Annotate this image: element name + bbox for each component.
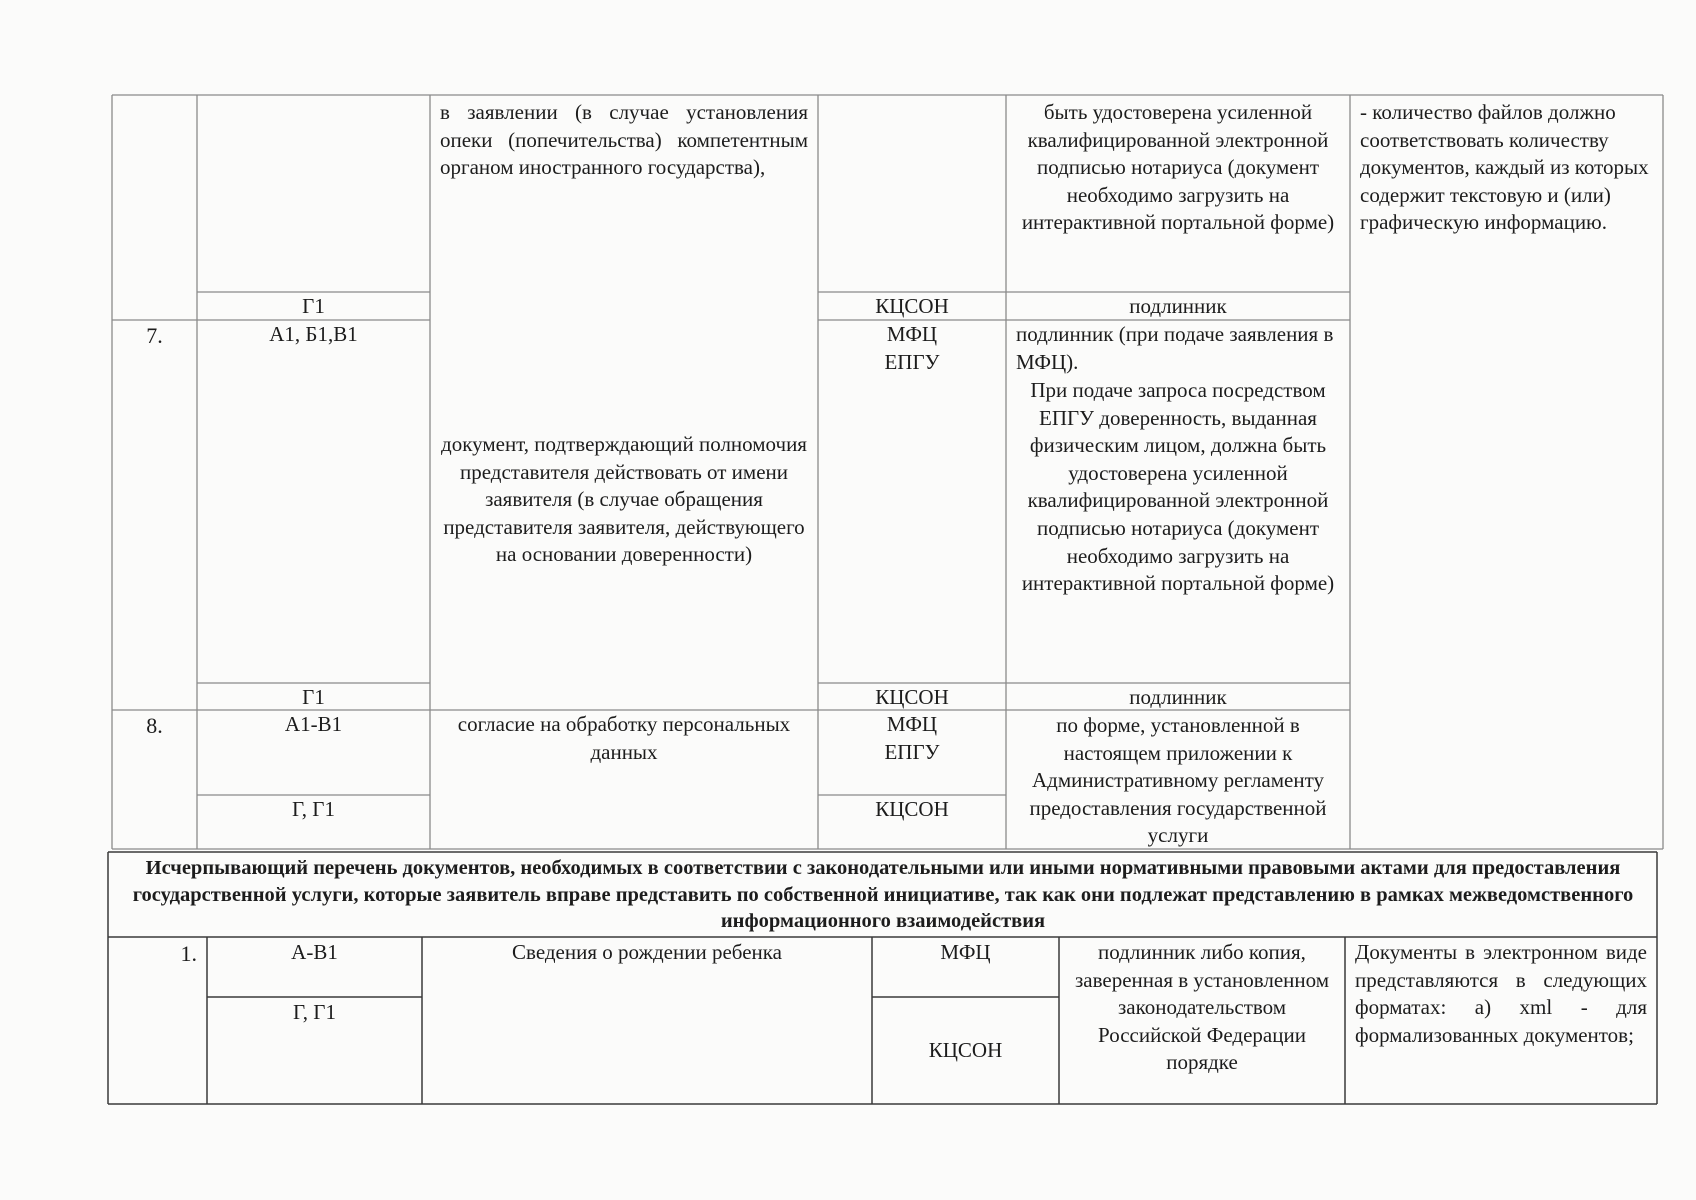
form-cell: по форме, установленной в настоящем приложении к Административному регламенту предоставления государственной услуги <box>1029 713 1327 848</box>
place-subcell-cont: КЦСОН <box>875 294 949 318</box>
requirements-cell: - количество файлов должно соответствовать количеству документов, каждый из которых содержит текстовую и (или) графическую информацию. <box>1360 100 1649 235</box>
place-cell: МФЦ ЕПГУ <box>884 712 940 764</box>
doc-name-cell: согласие на обработку персональных данных <box>457 712 791 764</box>
category-subcell: Г, Г1 <box>293 1000 336 1024</box>
requirements-cell: Документы в электронном виде представляются в следующих форматах: а) xml - для формализованных документов; <box>1355 940 1647 1047</box>
doc-name-cell: Сведения о рождении ребенка <box>512 940 782 964</box>
form-cell: подлинник либо копия, заверенная в установленном законодательством Российской Федерации порядке <box>1074 940 1330 1075</box>
form-subcell: подлинник <box>1129 685 1227 709</box>
section-header: Исчерпывающий перечень документов, необходимых в соответствии с законодательными или иными нормативными правовыми актами для предоставления государственной услуги, которые заявитель вправе представить по собственной инициативе, так как они подлежат представлению в рамках межведомственного информационного взаимодействия <box>132 857 1634 932</box>
form-subcell-cont: подлинник <box>1129 294 1227 318</box>
form-cell-rest: При подаче запроса посредством ЕПГУ доверенность, выданная физическим лицом, должна быть удостоверена усиленной квалифицированной электронной подписью нотариуса (документ необходимо загрузить на интерактивной портальной форме) <box>1021 378 1335 596</box>
doc-name-cell: документ, подтверждающий полномочия представителя действовать от имени заявителя (в случае обращения представителя заявителя, действующего на основании доверенности) <box>441 432 807 567</box>
row-number: 1. <box>180 941 197 966</box>
form-cell-cont: быть удостоверена усиленной квалифицированной электронной подписью нотариуса (документ необходимо загрузить на интерактивной портальной форме) <box>1021 100 1335 235</box>
place-subcell: КЦСОН <box>875 685 949 709</box>
category-subcell: Г, Г1 <box>292 797 335 821</box>
form-cell-first: подлинник (при подаче заявления в МФЦ). <box>1016 322 1334 374</box>
category-cell: А1-В1 <box>284 712 343 736</box>
row-number: 8. <box>146 713 163 738</box>
category-cell: А1, Б1,В1 <box>269 322 358 346</box>
category-subcell: Г1 <box>302 685 325 709</box>
place-subcell: КЦСОН <box>928 1038 1003 1062</box>
doc-name-cell-cont: в заявлении (в случае установления опеки (попечительства) компетентным органом иностранного государства), <box>440 100 808 180</box>
row-number: 7. <box>146 323 163 348</box>
place-cell: МФЦ <box>940 940 991 964</box>
place-cell: МФЦ ЕПГУ <box>884 322 940 374</box>
category-subcell-cont: Г1 <box>302 294 325 318</box>
category-cell: А-В1 <box>291 940 338 964</box>
place-subcell: КЦСОН <box>875 797 949 821</box>
